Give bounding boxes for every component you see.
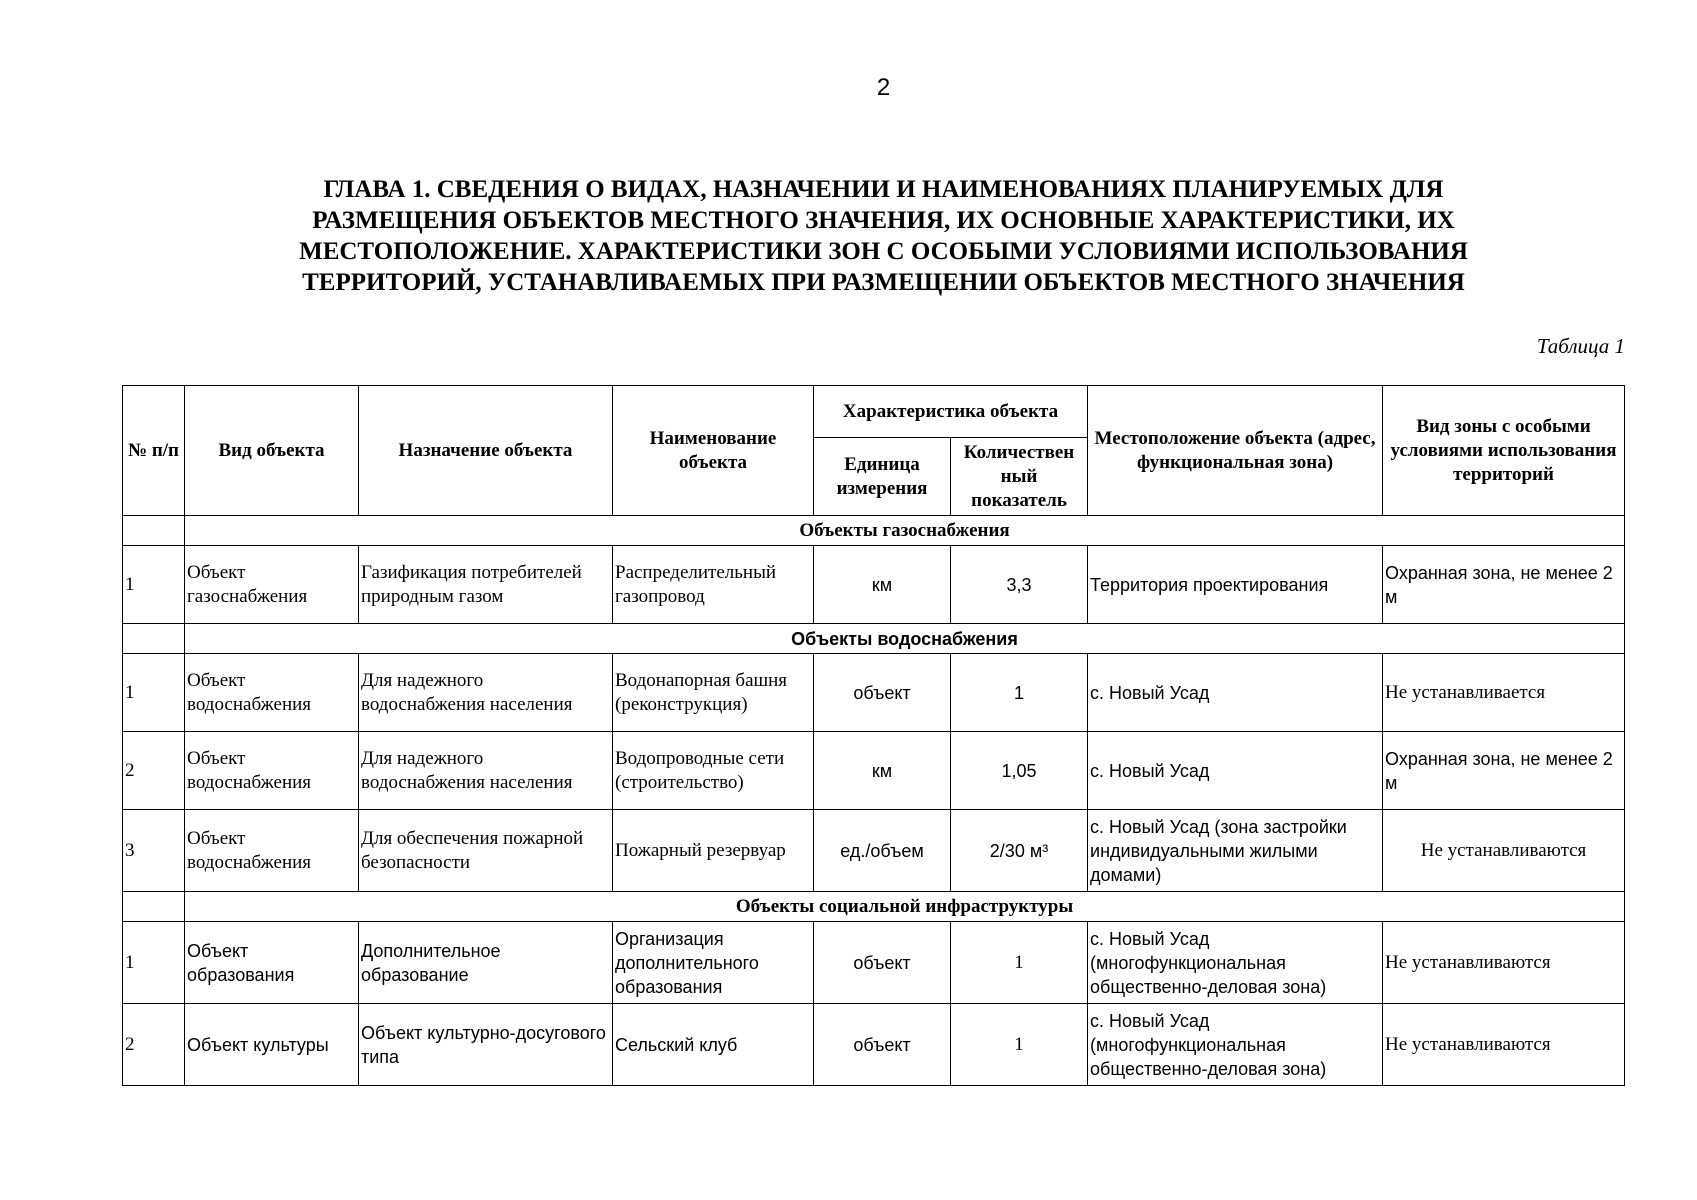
- cell-zone: Не устанавливается: [1383, 654, 1625, 732]
- cell-type: Объект водоснабжения: [185, 732, 359, 810]
- cell-purpose: Объект культурно-досугового типа: [359, 1004, 613, 1086]
- table-row: [123, 546, 1625, 624]
- table-row: [123, 1004, 1625, 1086]
- cell-zone: Не устанавливаются: [1383, 1004, 1625, 1086]
- table-row: [123, 922, 1625, 1004]
- header-num: № п/п: [123, 386, 185, 516]
- cell-quantity: 3,3: [951, 546, 1088, 624]
- header-purpose: Назначение объекта: [359, 386, 613, 516]
- cell-num: 1: [123, 546, 185, 624]
- cell-location: с. Новый Усад: [1088, 732, 1383, 810]
- cell-zone: Охранная зона, не менее 2 м: [1383, 546, 1625, 624]
- cell-name: Водонапорная башня (реконструкция): [613, 654, 814, 732]
- cell-type: Объект образования: [185, 922, 359, 1004]
- section-row: [123, 516, 1625, 546]
- section-empty-cell: [123, 892, 185, 922]
- cell-purpose: Дополнительное образование: [359, 922, 613, 1004]
- cell-num: 3: [123, 810, 185, 892]
- table-row: [123, 732, 1625, 810]
- cell-type: Объект культуры: [185, 1004, 359, 1086]
- table-row: [123, 810, 1625, 892]
- page-number: 2: [876, 74, 891, 101]
- cell-quantity: 2/30 м³: [951, 810, 1088, 892]
- header-type: Вид объекта: [185, 386, 359, 516]
- cell-type: Объект водоснабжения: [185, 654, 359, 732]
- objects-table: [122, 385, 1625, 1086]
- cell-purpose: Для обеспечения пожарной безопасности: [359, 810, 613, 892]
- cell-quantity: 1: [951, 654, 1088, 732]
- cell-name: Сельский клуб: [613, 1004, 814, 1086]
- title-line: ГЛАВА 1. СВЕДЕНИЯ О ВИДАХ, НАЗНАЧЕНИИ И НАИМЕНОВАНИЯХ ПЛАНИРУЕМЫХ ДЛЯ: [323, 176, 1444, 203]
- section-title: Объекты газоснабжения: [185, 516, 1625, 546]
- cell-unit: км: [814, 732, 951, 810]
- section-title: Объекты водоснабжения: [185, 624, 1625, 654]
- section-empty-cell: [123, 624, 185, 654]
- section-empty-cell: [123, 516, 185, 546]
- cell-quantity: 1: [951, 1004, 1088, 1086]
- cell-unit: км: [814, 546, 951, 624]
- cell-unit: объект: [814, 654, 951, 732]
- cell-num: 2: [123, 1004, 185, 1086]
- cell-unit: объект: [814, 922, 951, 1004]
- header-name: Наименование объекта: [613, 386, 814, 516]
- header-zone: Вид зоны с особыми условиями использования территорий: [1383, 386, 1625, 516]
- cell-name: Распределительный газопровод: [613, 546, 814, 624]
- cell-purpose: Для надежного водоснабжения населения: [359, 732, 613, 810]
- cell-location: Территория проектирования: [1088, 546, 1383, 624]
- cell-unit: объект: [814, 1004, 951, 1086]
- cell-location: с. Новый Усад (многофункциональная общественно-деловая зона): [1088, 1004, 1383, 1086]
- title-line: МЕСТОПОЛОЖЕНИЕ. ХАРАКТЕРИСТИКИ ЗОН С ОСОБЫМИ УСЛОВИЯМИ ИСПОЛЬЗОВАНИЯ: [299, 238, 1468, 265]
- section-row: [123, 892, 1625, 922]
- title-line: ТЕРРИТОРИЙ, УСТАНАВЛИВАЕМЫХ ПРИ РАЗМЕЩЕНИИ ОБЪЕКТОВ МЕСТНОГО ЗНАЧЕНИЯ: [302, 269, 1465, 296]
- cell-type: Объект газоснабжения: [185, 546, 359, 624]
- header-location: Местоположение объекта (адрес, функциональная зона): [1088, 386, 1383, 516]
- cell-num: 2: [123, 732, 185, 810]
- cell-name: Организация дополнительного образования: [613, 922, 814, 1004]
- cell-zone: Не устанавливаются: [1383, 922, 1625, 1004]
- header-row: [123, 386, 1625, 438]
- cell-zone: Не устанавливаются: [1383, 810, 1625, 892]
- cell-quantity: 1,05: [951, 732, 1088, 810]
- cell-num: 1: [123, 654, 185, 732]
- header-quantity: Количествен ный показатель: [951, 438, 1088, 516]
- cell-zone: Охранная зона, не менее 2 м: [1383, 732, 1625, 810]
- cell-name: Пожарный резервуар: [613, 810, 814, 892]
- cell-num: 1: [123, 922, 185, 1004]
- cell-purpose: Газификация потребителей природным газом: [359, 546, 613, 624]
- header-unit: Единица измерения: [814, 438, 951, 516]
- title-line: РАЗМЕЩЕНИЯ ОБЪЕКТОВ МЕСТНОГО ЗНАЧЕНИЯ, ИХ ОСНОВНЫЕ ХАРАКТЕРИСТИКИ, ИХ: [312, 207, 1455, 234]
- cell-purpose: Для надежного водоснабжения населения: [359, 654, 613, 732]
- section-title: Объекты социальной инфраструктуры: [185, 892, 1625, 922]
- cell-location: с. Новый Усад (зона застройки индивидуальными жилыми домами): [1088, 810, 1383, 892]
- cell-location: с. Новый Усад (многофункциональная общественно-деловая зона): [1088, 922, 1383, 1004]
- cell-quantity: 1: [951, 922, 1088, 1004]
- cell-type: Объект водоснабжения: [185, 810, 359, 892]
- section-row: [123, 624, 1625, 654]
- cell-name: Водопроводные сети (строительство): [613, 732, 814, 810]
- header-characteristic: Характеристика объекта: [814, 386, 1088, 438]
- table-caption: Таблица 1: [1536, 334, 1625, 358]
- cell-location: с. Новый Усад: [1088, 654, 1383, 732]
- chapter-title: [150, 174, 1617, 298]
- cell-unit: ед./объем: [814, 810, 951, 892]
- table-row: [123, 654, 1625, 732]
